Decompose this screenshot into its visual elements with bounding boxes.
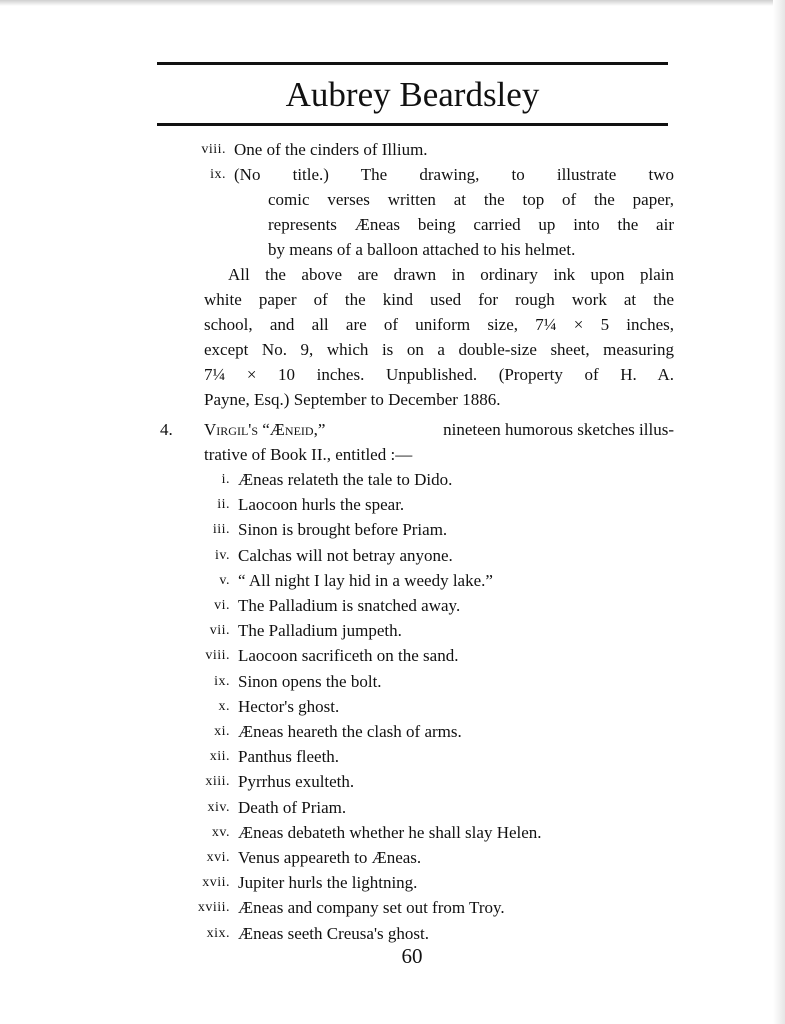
item-numeral: ii.	[217, 497, 230, 512]
list-item: Venus appeareth to Æneas.	[238, 848, 422, 867]
list-item: Laocoon sacrificeth on the sand.	[238, 646, 459, 665]
list-item: Panthus fleeth.	[238, 747, 340, 766]
entry-number: 4.	[160, 420, 173, 439]
list-item-line: represents Æneas being carried up into the air	[268, 215, 674, 234]
list-item-line: (No title.) The drawing, to illustrate two	[234, 165, 674, 184]
list-item: Calchas will not betray anyone.	[238, 546, 453, 565]
list-item: Æneas relateth the tale to Dido.	[238, 470, 453, 489]
list-item: Sinon is brought before Priam.	[238, 520, 448, 539]
item-numeral: ix.	[210, 167, 226, 182]
item-numeral: v.	[219, 573, 230, 588]
item-numeral: viii.	[205, 648, 230, 663]
list-item: Æneas heareth the clash of arms.	[238, 722, 462, 741]
list-item: Æneas and company set out from Troy.	[238, 898, 505, 917]
item-numeral: vii.	[209, 623, 230, 638]
paragraph-line: except No. 9, which is on a double-size sheet, measuring	[204, 340, 674, 359]
list-item: Æneas debateth whether he shall slay Helen.	[238, 823, 542, 842]
item-numeral: xiii.	[205, 774, 230, 789]
list-item: The Palladium jumpeth.	[238, 621, 402, 640]
item-numeral: xvii.	[202, 875, 230, 890]
list-item: Jupiter hurls the lightning.	[238, 873, 418, 892]
item-numeral: xii.	[209, 749, 230, 764]
paragraph-line: white paper of the kind used for rough work at the	[204, 290, 674, 309]
item-numeral: xvi.	[206, 850, 230, 865]
entry-heading-rest: nineteen humorous sketches illus-	[443, 420, 674, 439]
entry-heading-line	[204, 418, 674, 442]
list-item-line: by means of a balloon attached to his helmet.	[268, 240, 576, 259]
header-rule-top	[157, 62, 668, 65]
item-numeral: iv.	[215, 548, 230, 563]
list-item: “ All night I lay hid in a weedy lake.”	[238, 571, 493, 590]
running-header: Aubrey Beardsley	[285, 75, 540, 114]
entry-title-quoted: “Æneid,”	[262, 420, 326, 439]
paragraph-line: All the above are drawn in ordinary ink upon plain	[228, 265, 674, 284]
item-numeral: xi.	[214, 724, 230, 739]
list-item: One of the cinders of Illium.	[234, 140, 428, 159]
item-numeral: xix.	[206, 926, 230, 941]
item-numeral: viii.	[201, 142, 226, 157]
list-item: Laocoon hurls the spear.	[238, 495, 405, 514]
item-numeral: i.	[221, 472, 230, 487]
paragraph-line: Payne, Esq.) September to December 1886.	[204, 390, 501, 409]
list-item: Death of Priam.	[238, 798, 347, 817]
paragraph-line: school, and all are of uniform size, 7¼ × 5 inches,	[204, 315, 674, 334]
item-numeral: iii.	[212, 522, 230, 537]
item-numeral: ix.	[214, 674, 230, 689]
entry-heading-line: trative of Book II., entitled :—	[204, 445, 413, 464]
list-item: Sinon opens the bolt.	[238, 672, 382, 691]
list-item: Æneas seeth Creusa's ghost.	[238, 924, 429, 943]
item-numeral: xv.	[211, 825, 230, 840]
item-numeral: xviii.	[197, 900, 230, 915]
entry-title: Virgil's	[204, 420, 259, 439]
list-item: Pyrrhus exulteth.	[238, 772, 355, 791]
viewer-right-edge	[773, 0, 785, 1024]
paragraph-line: 7¼ × 10 inches. Unpublished. (Property of H. A.	[204, 365, 674, 384]
list-item-line: comic verses written at the top of the paper,	[268, 190, 674, 209]
item-numeral: x.	[218, 699, 230, 714]
viewer-top-edge	[0, 0, 785, 6]
item-numeral: vi.	[214, 598, 230, 613]
list-item: The Palladium is snatched away.	[238, 596, 461, 615]
item-numeral: xiv.	[207, 800, 230, 815]
list-item: Hector's ghost.	[238, 697, 340, 716]
header-rule-bottom	[157, 123, 668, 126]
page-number: 60	[401, 944, 423, 968]
